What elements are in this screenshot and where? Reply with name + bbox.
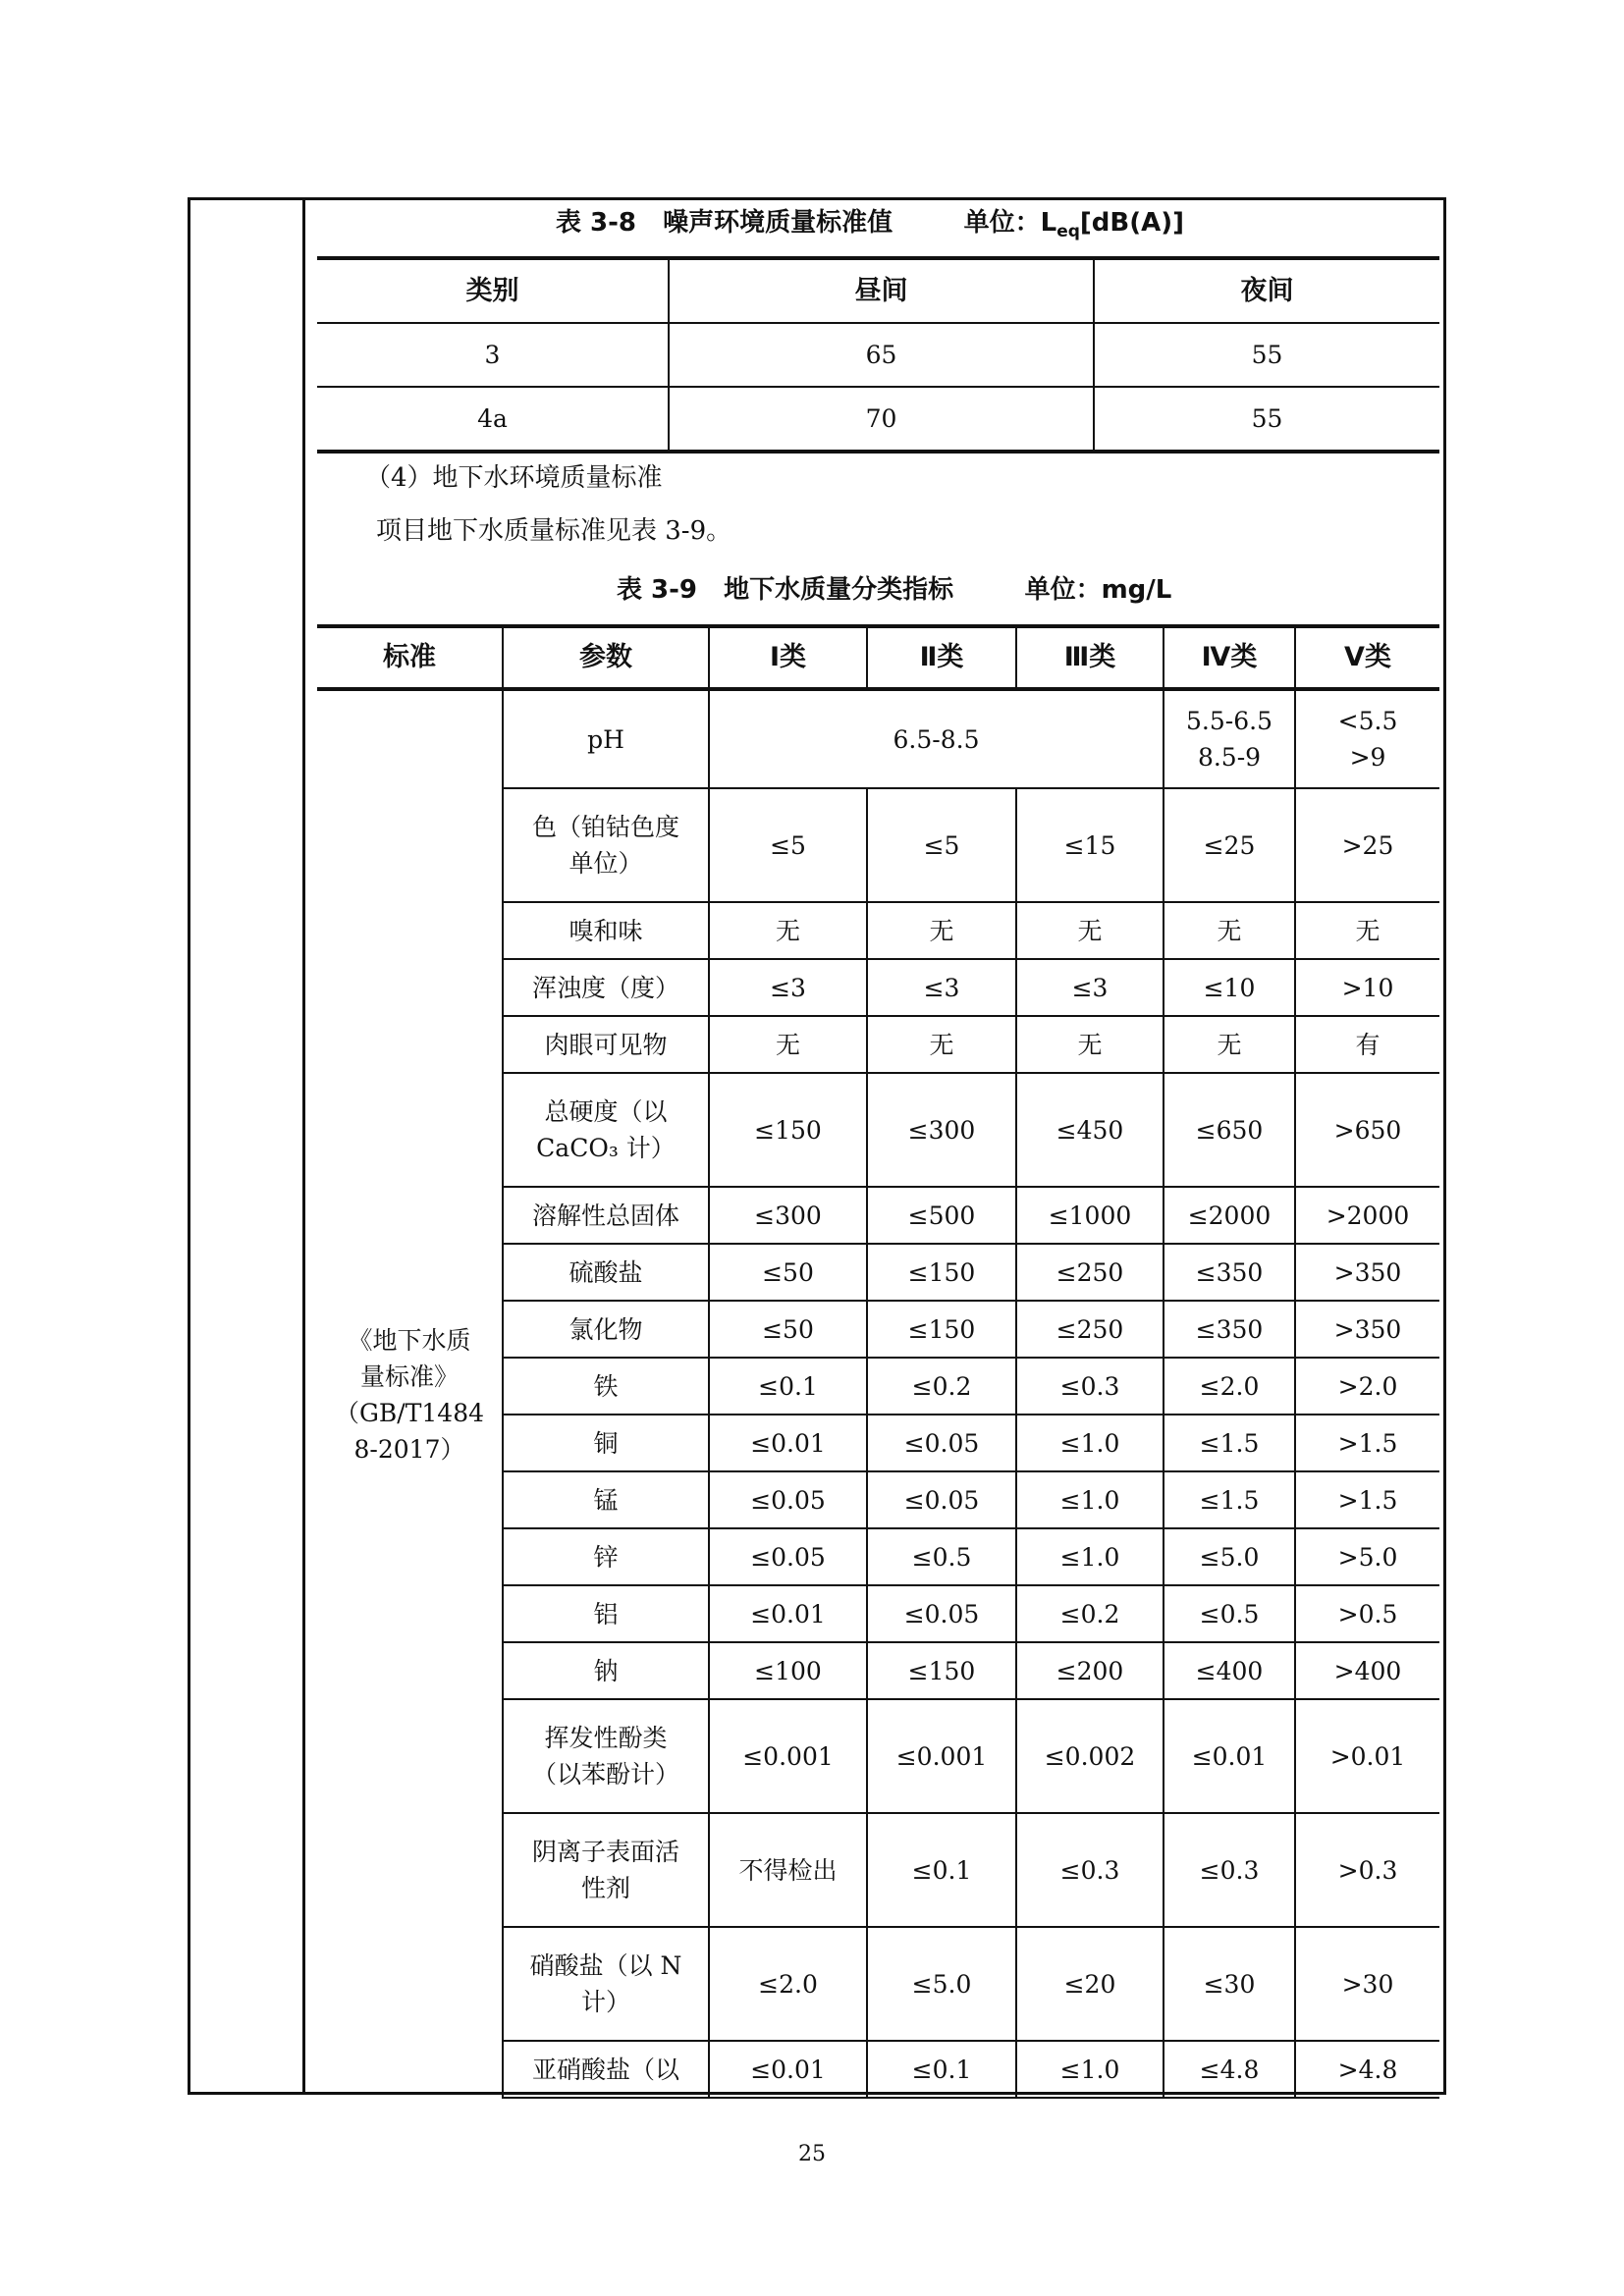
standard-line: 《地下水质 [348,1325,471,1355]
param-cell [503,1016,709,1073]
param-line: 总硬度（以 [544,1097,668,1126]
cell: 55 [1094,323,1439,387]
cell: 6.5-8.5 [709,689,1164,788]
param-cell [503,1699,709,1813]
cell: ≤1.0 [1016,1415,1164,1471]
param-line: 单位） [568,849,643,878]
cell: 不得检出 [709,1813,867,1927]
cell-line: >9 [1349,743,1386,772]
param-cell [503,1813,709,1927]
cell: ≤50 [709,1244,867,1301]
param-cell [503,1585,709,1642]
cell: >25 [1295,788,1439,902]
param-line: 氯化物 [568,1314,643,1344]
table-row [317,323,1439,387]
cell: ≤0.01 [709,2041,867,2098]
cell: ≤0.5 [1164,1585,1295,1642]
cell: ≤200 [1016,1642,1164,1699]
param-cell: pH [503,689,709,788]
cell: 无 [709,902,867,959]
cell: ≤150 [867,1642,1016,1699]
cell: ≤50 [709,1301,867,1358]
cell: ≤3 [867,959,1016,1016]
param-line: 阴离子表面活 [531,1838,679,1866]
cell: ≤0.002 [1016,1699,1164,1813]
frame-divider-2 [302,197,304,2095]
cell: 无 [1016,902,1164,959]
section-text: 项目地下水质量标准见表 3-9。 [376,516,732,546]
param-line: 铜 [593,1428,619,1458]
param-line: 嗅和味 [568,916,643,945]
cell [1164,689,1295,788]
cell: 无 [1164,1016,1295,1073]
param-cell [503,902,709,959]
param-cell [503,788,709,902]
param-line: 铁 [593,1371,619,1401]
param-cell [503,1358,709,1415]
cell: ≤5.0 [1164,1528,1295,1585]
param-cell [503,1642,709,1699]
cell-line: 5.5-6.5 [1186,707,1272,735]
cell: ≤500 [867,1187,1016,1244]
standard-line: （GB/T1484 [334,1398,485,1427]
param-line: 铝 [593,1599,619,1629]
cell: 无 [867,902,1016,959]
cell: ≤350 [1164,1301,1295,1358]
cell: 3 [317,323,669,387]
cell: ≤2.0 [1164,1358,1295,1415]
cell: ≤1.0 [1016,1471,1164,1528]
param-line: 计） [580,1988,630,2016]
param-line: （以苯酚计） [531,1760,679,1789]
table-row [317,689,1439,788]
col-header-day: 昼间 [669,258,1094,323]
cell: 无 [709,1016,867,1073]
cell: ≤0.3 [1016,1358,1164,1415]
cell: >0.3 [1295,1813,1439,1927]
cell: ≤250 [1016,1301,1164,1358]
cell: ≤0.1 [709,1358,867,1415]
cell: 无 [1295,902,1439,959]
cell: 70 [669,387,1094,452]
param-cell [503,1073,709,1187]
col-header-parameter: 参数 [503,626,709,689]
noise-standard-table [317,256,1439,454]
cell: ≤450 [1016,1073,1164,1187]
cell: ≤0.3 [1164,1813,1295,1927]
param-cell [503,1471,709,1528]
cell: ≤5.0 [867,1927,1016,2041]
cell: ≤3 [709,959,867,1016]
cell: ≤0.01 [1164,1699,1295,1813]
cell: ≤1.0 [1016,1528,1164,1585]
cell: ≤15 [1016,788,1164,902]
cell: ≤5 [867,788,1016,902]
cell: >350 [1295,1244,1439,1301]
cell: ≤0.001 [867,1699,1016,1813]
col-header-class-iii: Ⅲ类 [1016,626,1164,689]
cell: 无 [867,1016,1016,1073]
param-line: CaCO₃ 计） [536,1134,676,1162]
cell: ≤650 [1164,1073,1295,1187]
col-header-class-v: Ⅴ类 [1295,626,1439,689]
param-line: 硫酸盐 [568,1257,643,1287]
cell: ≤0.01 [709,1585,867,1642]
cell: >400 [1295,1642,1439,1699]
cell: >0.01 [1295,1699,1439,1813]
cell: ≤5 [709,788,867,902]
param-cell [503,1415,709,1471]
param-line: 硝酸盐（以 N [529,1951,682,1980]
standard-name-cell [317,689,503,2098]
cell: ≤1.5 [1164,1471,1295,1528]
cell: ≤20 [1016,1927,1164,2041]
cell: 4a [317,387,669,452]
cell: ≤0.2 [1016,1585,1164,1642]
cell: ≤0.2 [867,1358,1016,1415]
col-header-standard: 标准 [317,626,503,689]
col-header-night: 夜间 [1094,258,1439,323]
param-cell [503,1244,709,1301]
param-line: 肉眼可见物 [544,1030,668,1059]
cell: 无 [1016,1016,1164,1073]
cell: ≤2000 [1164,1187,1295,1244]
cell: ≤2.0 [709,1927,867,2041]
cell: >350 [1295,1301,1439,1358]
cell: >650 [1295,1073,1439,1187]
param-line: 浑浊度（度） [531,973,679,1002]
cell: >4.8 [1295,2041,1439,2098]
cell: ≤0.5 [867,1528,1016,1585]
param-cell [503,2041,709,2098]
cell: >5.0 [1295,1528,1439,1585]
param-line: 锌 [593,1542,619,1572]
cell: ≤0.1 [867,1813,1016,1927]
cell: ≤0.1 [867,2041,1016,2098]
cell: ≤100 [709,1642,867,1699]
cell: 有 [1295,1016,1439,1073]
cell: >10 [1295,959,1439,1016]
cell: >1.5 [1295,1415,1439,1471]
cell: ≤1.5 [1164,1415,1295,1471]
cell: ≤0.001 [709,1699,867,1813]
table-3-9-caption: 表 3-9 地下水质量分类指标 单位：mg/L [617,575,1172,605]
col-header-class-iv: Ⅳ类 [1164,626,1295,689]
cell: ≤150 [867,1244,1016,1301]
cell: >30 [1295,1927,1439,2041]
param-cell [503,959,709,1016]
cell [1295,689,1439,788]
cell: ≤350 [1164,1244,1295,1301]
cell: >2000 [1295,1187,1439,1244]
param-line: 亚硝酸盐（以 [531,2055,679,2084]
param-line: 钠 [593,1656,619,1685]
cell: ≤0.05 [867,1415,1016,1471]
param-cell [503,1187,709,1244]
standard-line: 8-2017） [353,1434,465,1464]
cell: ≤4.8 [1164,2041,1295,2098]
param-cell [503,1528,709,1585]
cell: ≤300 [709,1187,867,1244]
groundwater-standard-table [317,624,1439,2099]
cell: ≤0.3 [1016,1813,1164,1927]
col-header-class-i: Ⅰ类 [709,626,867,689]
cell: ≤150 [867,1301,1016,1358]
cell: >2.0 [1295,1358,1439,1415]
param-line: 性剂 [580,1874,630,1902]
cell: 65 [669,323,1094,387]
cell: ≤250 [1016,1244,1164,1301]
param-line: 锰 [593,1485,619,1515]
cell: 55 [1094,387,1439,452]
param-line: 色（铂钴色度 [531,813,679,841]
cell: ≤0.05 [867,1585,1016,1642]
cell: ≤400 [1164,1642,1295,1699]
param-line: 溶解性总固体 [531,1201,679,1230]
cell: ≤0.05 [709,1471,867,1528]
cell: ≤30 [1164,1927,1295,2041]
cell: ≤10 [1164,959,1295,1016]
page-number: 25 [798,2142,826,2166]
cell: ≤25 [1164,788,1295,902]
cell: >0.5 [1295,1585,1439,1642]
section-title: （4）地下水环境质量标准 [365,463,663,493]
standard-line: 量标准》 [359,1362,459,1391]
param-cell [503,1301,709,1358]
cell-line: <5.5 [1337,707,1398,735]
cell: ≤0.05 [867,1471,1016,1528]
cell: ≤0.05 [709,1528,867,1585]
cell: >1.5 [1295,1471,1439,1528]
col-header-category: 类别 [317,258,669,323]
table-3-8-caption: 表 3-8 噪声环境质量标准值 单位：$L_{eq}[dB(A)]$ [556,208,1184,242]
cell: 无 [1164,902,1295,959]
cell: ≤0.01 [709,1415,867,1471]
table-row [317,387,1439,452]
col-header-class-ii: Ⅱ类 [867,626,1016,689]
cell: ≤1000 [1016,1187,1164,1244]
cell: ≤150 [709,1073,867,1187]
cell: ≤3 [1016,959,1164,1016]
cell: ≤300 [867,1073,1016,1187]
cell: ≤1.0 [1016,2041,1164,2098]
param-cell [503,1927,709,2041]
param-line: 挥发性酚类 [544,1724,668,1752]
cell-line: 8.5-9 [1197,743,1262,772]
